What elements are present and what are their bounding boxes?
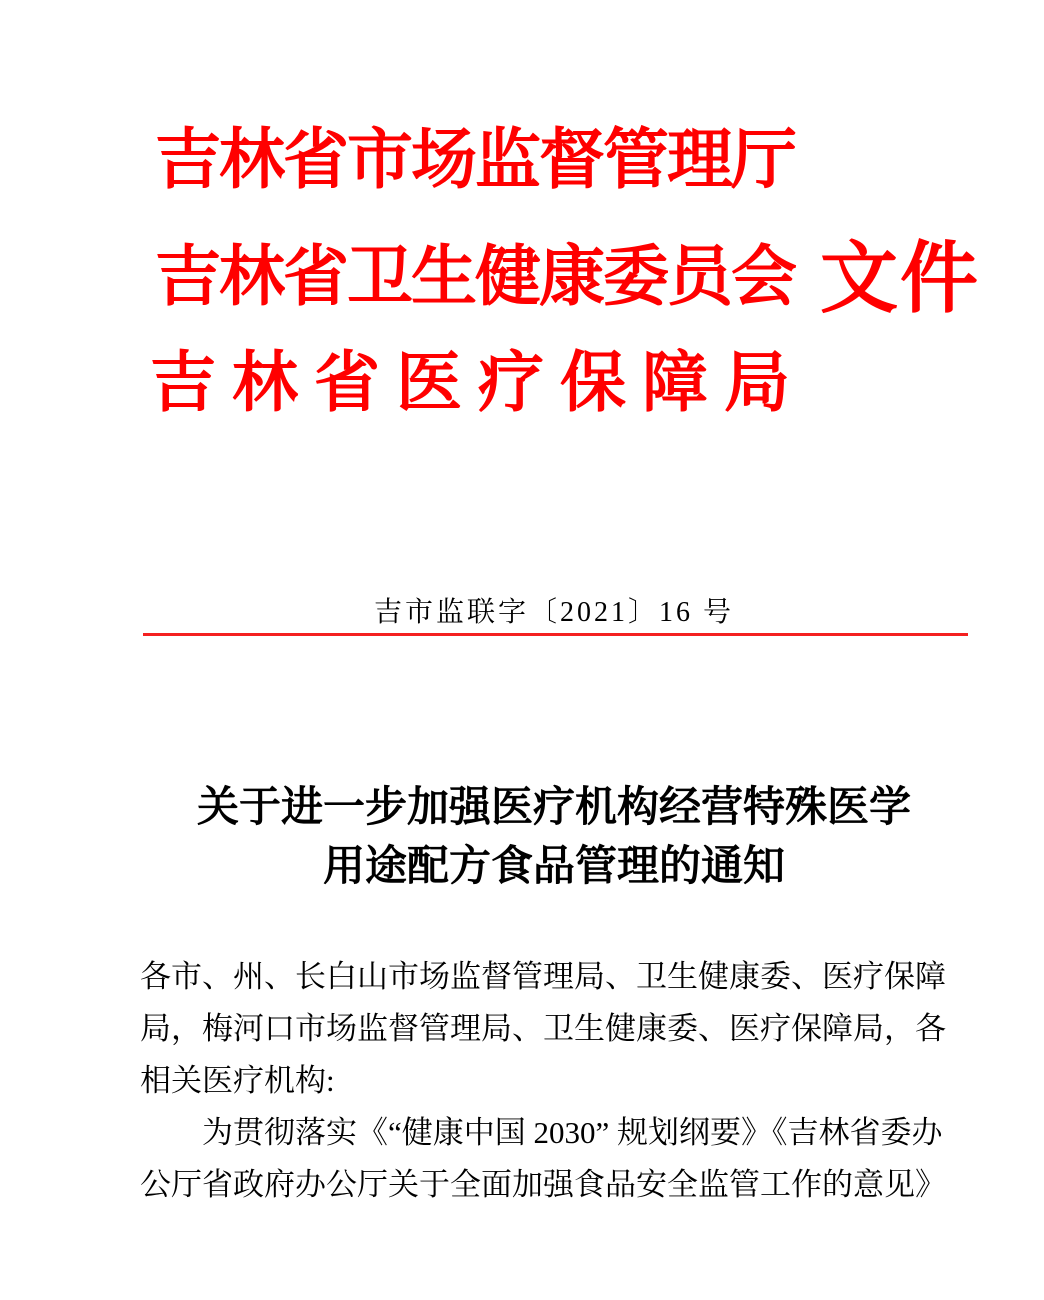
body-line-paragraph2-1: 为贯彻落实《“健康中国 2030” 规划纲要》《吉林省委办: [202, 1115, 943, 1150]
body-line-recipients-1: 各市、州、长白山市场监督管理局、卫生健康委、医疗保障: [140, 959, 946, 994]
notice-body: [140, 951, 946, 1211]
doc-reference-number: 吉市监联字〔2021〕16 号: [373, 597, 734, 628]
body-line-recipients-2: 局，梅河口市场监督管理局、卫生健康委、医疗保障局，各: [140, 1011, 946, 1046]
notice-title-line-1: 关于进一步加强医疗机构经营特殊医学: [196, 785, 911, 831]
red-separator-rule: [143, 633, 968, 636]
doc-type-label: 文件: [820, 235, 981, 322]
body-line-recipients-3: 相关医疗机构:: [140, 1063, 335, 1098]
notice-title: [140, 779, 968, 897]
agency-name-line-1: 吉林省市场监督管理厅: [155, 124, 795, 197]
agency-name-line-2: 吉林省卫生健康委员会: [155, 241, 795, 314]
body-line-paragraph2-2: 公厅省政府办公厅关于全面加强食品安全监管工作的意见》: [140, 1167, 946, 1202]
agency-name-line-3: 吉林省医疗保障局: [150, 347, 806, 420]
notice-title-line-2: 用途配方食品管理的通知: [322, 844, 785, 890]
